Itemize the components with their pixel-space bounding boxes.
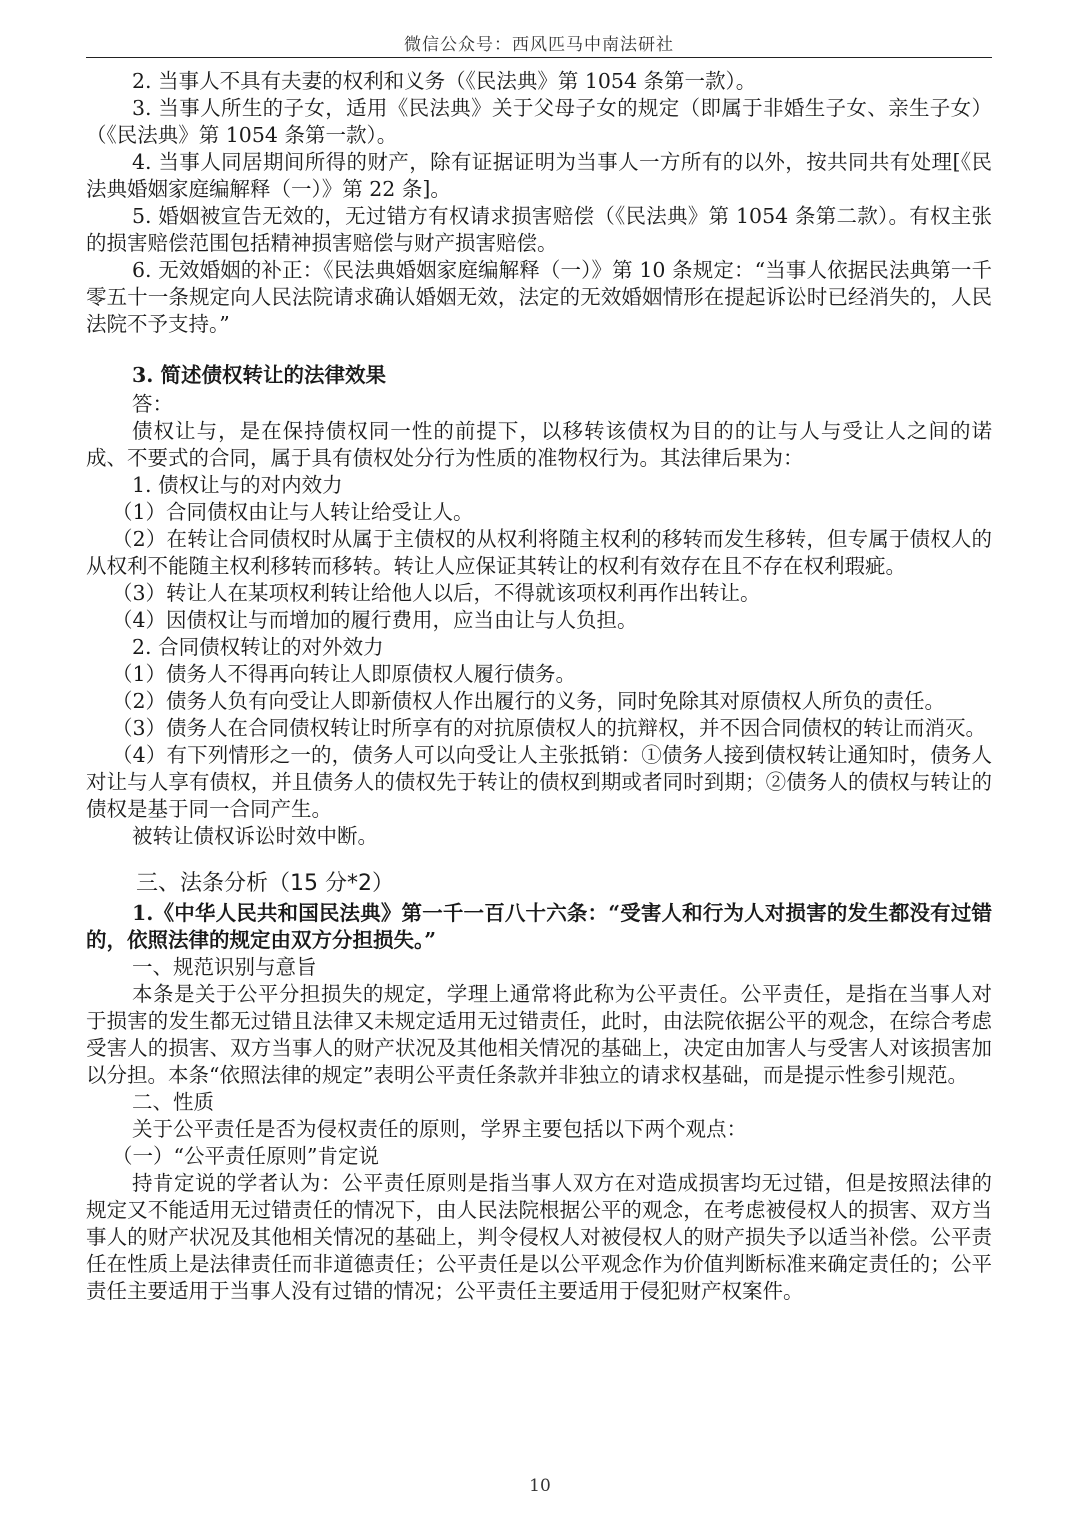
paragraph: 关于公平责任是否为侵权责任的原则，学界主要包括以下两个观点： xyxy=(132,1117,747,1141)
heading-norm-identification: 一、规范识别与意旨 xyxy=(132,955,317,979)
heading-affirmative-view: （一）“公平责任原则”肯定说 xyxy=(112,1144,379,1168)
page-number: 10 xyxy=(529,1476,551,1496)
section-title: 三、法条分析（15 分*2） xyxy=(136,871,394,896)
list-item: （1）债务人不得再向转让人即原债权人履行债务。 xyxy=(112,662,577,686)
question-title: 3. 简述债权转让的法律效果 xyxy=(132,363,387,387)
paragraph: 本条是关于公平分担损失的规定，学理上通常将此称为公平责任。公平责任，是指在当事人对于损害的发生都无过错且法律又未规定适用无过错责任，此时，由法院依据公平的观念，在综合考虑受害人的损害、双方当事人的财产状况及其他相关情况的基础上，决定由加害人与受害人对该损害加以分担。本条“依照法律的规定”表明公平责任条款并非独立的请求权基础，而是提示性参引规范。 xyxy=(86,982,992,1087)
list-item: （1）合同债权由让与人转让给受让人。 xyxy=(112,500,474,524)
spacer xyxy=(86,338,992,362)
page-body xyxy=(86,68,992,1305)
paragraph-item-3: 3. 当事人所生的子女，适用《民法典》关于父母子女的规定（即属于非婚生子女、亲生子女）（《民法典》第 1054 条第一款）。 xyxy=(86,96,992,147)
paragraph: 持肯定说的学者认为：公平责任原则是指当事人双方在对造成损害均无过错，但是按照法律的规定又不能适用无过错责任的情况下，由人民法院根据公平的观念，在考虑被侵权人的损害、双方当事人的财产状况及其他相关情况的基础上，判令侵权人对被侵权人的财产损失予以适当补偿。公平责任在性质上是法律责任而非道德责任；公平责任是以公平观念作为价值判断标准来确定责任的；公平责任主要适用于当事人没有过错的情况；公平责任主要适用于侵犯财产权案件。 xyxy=(86,1171,992,1303)
answer-intro: 债权让与，是在保持债权同一性的前提下，以移转该债权为目的的让与人与受让人之间的诺成、不要式的合同，属于具有债权处分行为性质的准物权行为。其法律后果为： xyxy=(86,419,992,470)
paragraph-item-6: 6. 无效婚姻的补正：《民法典婚姻家庭编解释（一）》第 10 条规定：“当事人依据民法典第一千零五十一条规定向人民法院请求确认婚姻无效，法定的无效婚姻情形在提起诉讼时已经消失的，人民法院不予支持。” xyxy=(86,258,992,336)
subsection-title: 2. 合同债权转让的对外效力 xyxy=(132,635,384,659)
page-header: 微信公众号：西风匹马中南法研社 xyxy=(404,35,674,55)
header-divider xyxy=(86,57,992,58)
paragraph-item-2: 2. 当事人不具有夫妻的权利和义务（《民法典》第 1054 条第一款）。 xyxy=(132,69,757,93)
list-item: （4）因债权让与而增加的履行费用，应当由让与人负担。 xyxy=(112,608,638,632)
paragraph-item-4: 4. 当事人同居期间所得的财产，除有证据证明为当事人一方所有的以外，按共同共有处理[《民法典婚姻家庭编解释（一）》第 22 条]。 xyxy=(86,150,992,201)
answer-label: 答： xyxy=(132,392,173,416)
heading-nature: 二、性质 xyxy=(132,1090,214,1114)
list-item: （3）转让人在某项权利转让给他人以后，不得就该项权利再作出转让。 xyxy=(112,581,761,605)
list-item: （2）在转让合同债权时从属于主债权的从权利将随主权利的移转而发生移转，但专属于债权人的从权利不能随主权利移转而移转。转让人应保证其转让的权利有效存在且不存在权利瑕疵。 xyxy=(86,527,992,578)
list-item: （3）债务人在合同债权转让时所享有的对抗原债权人的抗辩权，并不因合同债权的转让而消灭。 xyxy=(112,716,987,740)
spacer xyxy=(86,850,992,868)
closing-line: 被转让债权诉讼时效中断。 xyxy=(132,824,378,848)
article-quote: 1.《中华人民共和国民法典》第一千一百八十六条：“受害人和行为人对损害的发生都没有过错的，依照法律的规定由双方分担损失。” xyxy=(86,901,992,952)
subsection-title: 1. 债权让与的对内效力 xyxy=(132,473,343,497)
list-item: （2）债务人负有向受让人即新债权人作出履行的义务，同时免除其对原债权人所负的责任。 xyxy=(112,689,946,713)
paragraph-item-5: 5. 婚姻被宣告无效的，无过错方有权请求损害赔偿（《民法典》第 1054 条第二款）。有权主张的损害赔偿范围包括精神损害赔偿与财产损害赔偿。 xyxy=(86,204,992,255)
list-item: （4）有下列情形之一的，债务人可以向受让人主张抵销：①债务人接到债权转让通知时，债务人对让与人享有债权，并且债务人的债权先于转让的债权到期或者同时到期；②债务人的债权与转让的债权是基于同一合同产生。 xyxy=(86,743,992,821)
